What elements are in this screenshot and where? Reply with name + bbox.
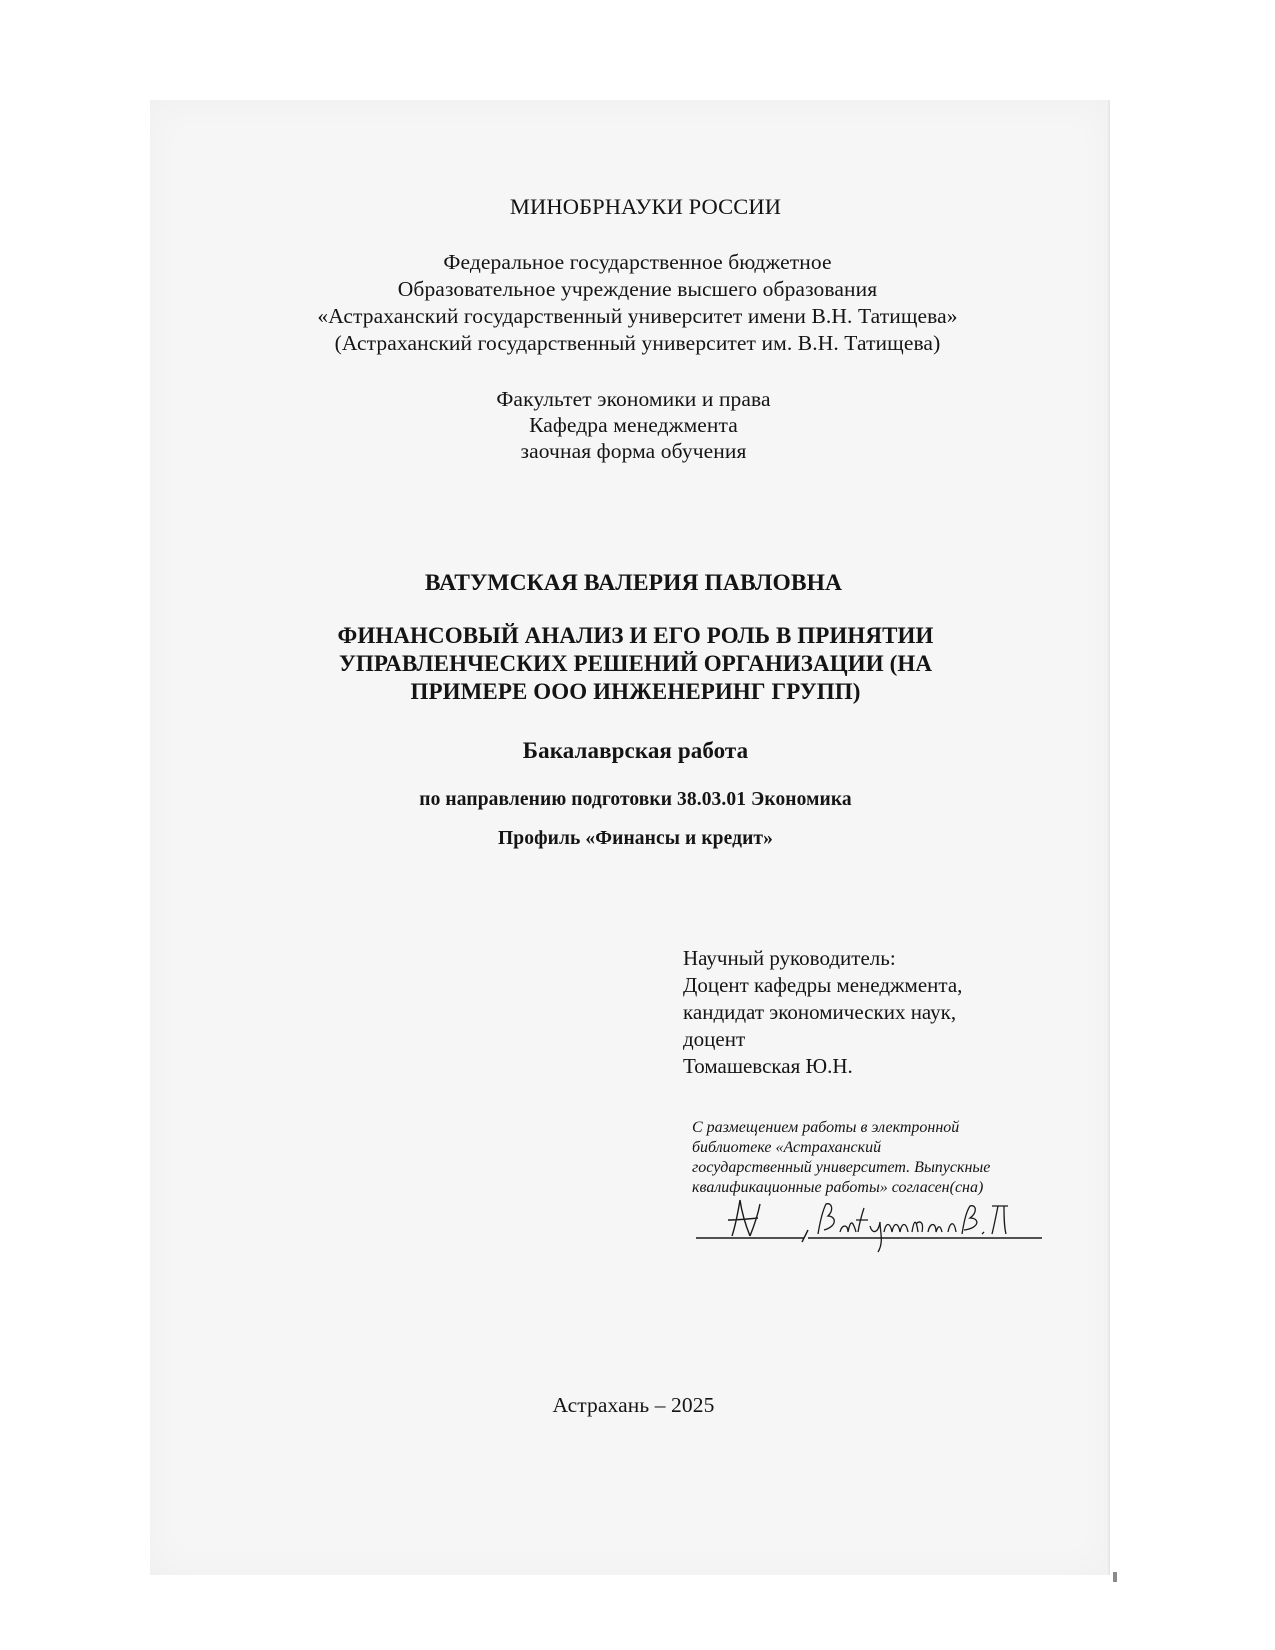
- institution-line-3: «Астраханский государственный университет имени В.Н. Татищева»: [317, 304, 958, 328]
- department-name: Кафедра менеджмента: [529, 413, 738, 437]
- supervisor-block: [683, 945, 962, 1080]
- consent-line-4: квалификационные работы» согласен(сна): [692, 1179, 984, 1196]
- work-type: Бакалаврская работа: [522, 738, 749, 763]
- ministry-name: МИНОБРНАУКИ РОССИИ: [509, 194, 782, 219]
- scan-edge-mark: [1113, 1572, 1117, 1582]
- consent-line-3: государственный университет. Выпускные: [692, 1159, 991, 1176]
- supervisor-label: Научный руководитель:: [683, 946, 896, 970]
- faculty-name: Факультет экономики и права: [496, 387, 771, 411]
- study-profile: Профиль «Финансы и кредит»: [498, 828, 773, 849]
- signature-row: [692, 1196, 1044, 1256]
- supervisor-title: доцент: [683, 1027, 746, 1051]
- institution-line-4: (Астраханский государственный университет им. В.Н. Татищева): [334, 331, 941, 355]
- consent-line-1: С размещением работы в электронной: [692, 1119, 960, 1136]
- thesis-title-line-1: ФИНАНСОВЫЙ АНАЛИЗ И ЕГО РОЛЬ В ПРИНЯТИИ: [337, 623, 934, 648]
- study-direction: по направлению подготовки 38.03.01 Экономика: [419, 789, 852, 810]
- city-year: Астрахань – 2025: [552, 1393, 715, 1417]
- author-name: ВАТУМСКАЯ ВАЛЕРИЯ ПАВЛОВНА: [424, 570, 843, 596]
- handwritten-signature: [692, 1196, 1044, 1256]
- supervisor-degree: кандидат экономических наук,: [683, 1000, 957, 1024]
- consent-line-2: библиотеке «Астраханский: [692, 1139, 882, 1156]
- supervisor-name: Томашевская Ю.Н.: [683, 1054, 853, 1078]
- consent-statement: [692, 1118, 1072, 1198]
- supervisor-position: Доцент кафедры менеджмента,: [683, 973, 963, 997]
- thesis-title-line-3: ПРИМЕРЕ ООО ИНЖЕНЕРИНГ ГРУПП): [410, 679, 861, 704]
- study-form: заочная форма обучения: [520, 439, 747, 463]
- institution-line-2: Образовательное учреждение высшего образования: [397, 277, 878, 301]
- institution-line-1: Федеральное государственное бюджетное: [443, 250, 832, 274]
- thesis-title-line-2: УПРАВЛЕНЧЕСКИХ РЕШЕНИЙ ОРГАНИЗАЦИИ (НА: [338, 651, 933, 676]
